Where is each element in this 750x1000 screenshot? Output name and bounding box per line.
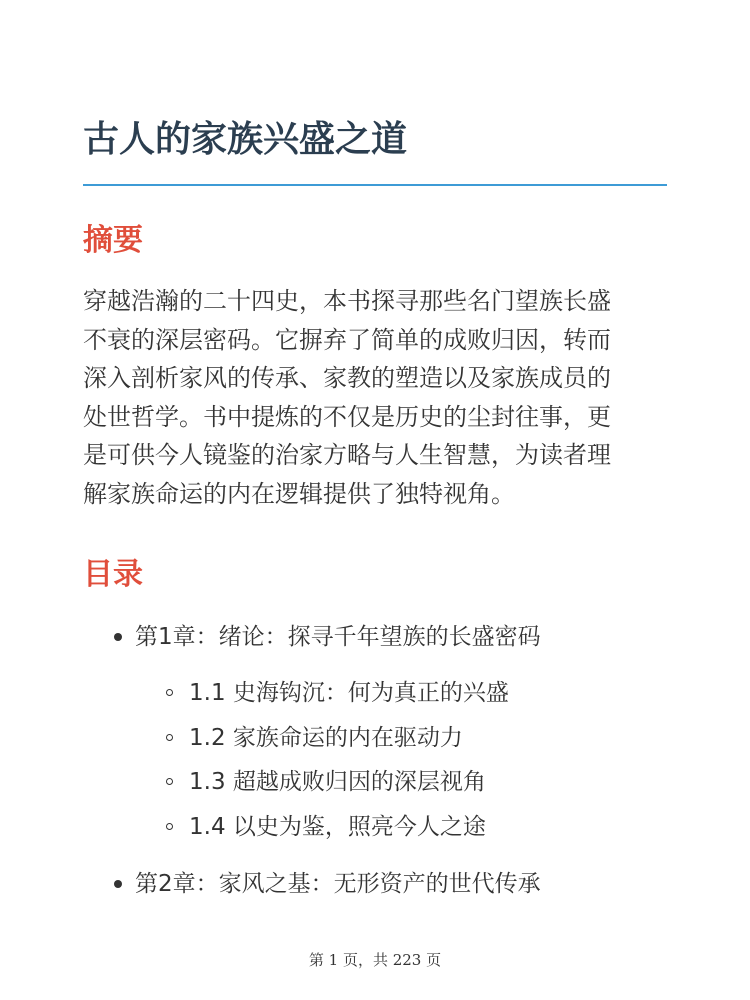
abstract-line: 解家族命运的内在逻辑提供了独特视角。 [83,479,515,508]
toc-heading: 目录 [83,557,143,592]
abstract-line: 处世哲学。书中提炼的不仅是历史的尘封往事，更 [83,402,611,431]
abstract-heading: 摘要 [83,223,143,258]
bullet-ring-icon [166,689,173,696]
toc-section-1-3[interactable]: 1.3 超越成败归因的深层视角 [189,769,486,795]
toc-section-1-1[interactable]: 1.1 史海钩沉：何为真正的兴盛 [189,680,509,706]
bullet-ring-icon [166,823,173,830]
bullet-ring-icon [166,734,173,741]
abstract-line: 是可供今人镜鉴的治家方略与人生智慧，为读者理 [83,441,611,470]
toc-chapter-2[interactable]: 第2章：家风之基：无形资产的世代传承 [135,871,541,897]
toc-section-1-4[interactable]: 1.4 以史为鉴，照亮今人之途 [189,814,486,840]
bullet-dot-icon [114,633,122,641]
bullet-dot-icon [114,880,122,888]
document-title: 古人的家族兴盛之道 [83,119,408,160]
abstract-line: 不衰的深层密码。它摒弃了简单的成败归因，转而 [83,325,611,354]
toc-chapter-1[interactable]: 第1章：绪论：探寻千年望族的长盛密码 [135,624,541,650]
abstract-line: 深入剖析家风的传承、家教的塑造以及家族成员的 [83,364,611,393]
page-footer: 第 1 页，共 223 页 [308,951,442,969]
abstract-line: 穿越浩瀚的二十四史，本书探寻那些名门望族长盛 [83,287,611,315]
bullet-ring-icon [166,778,173,785]
toc-section-1-2[interactable]: 1.2 家族命运的内在驱动力 [189,725,463,751]
